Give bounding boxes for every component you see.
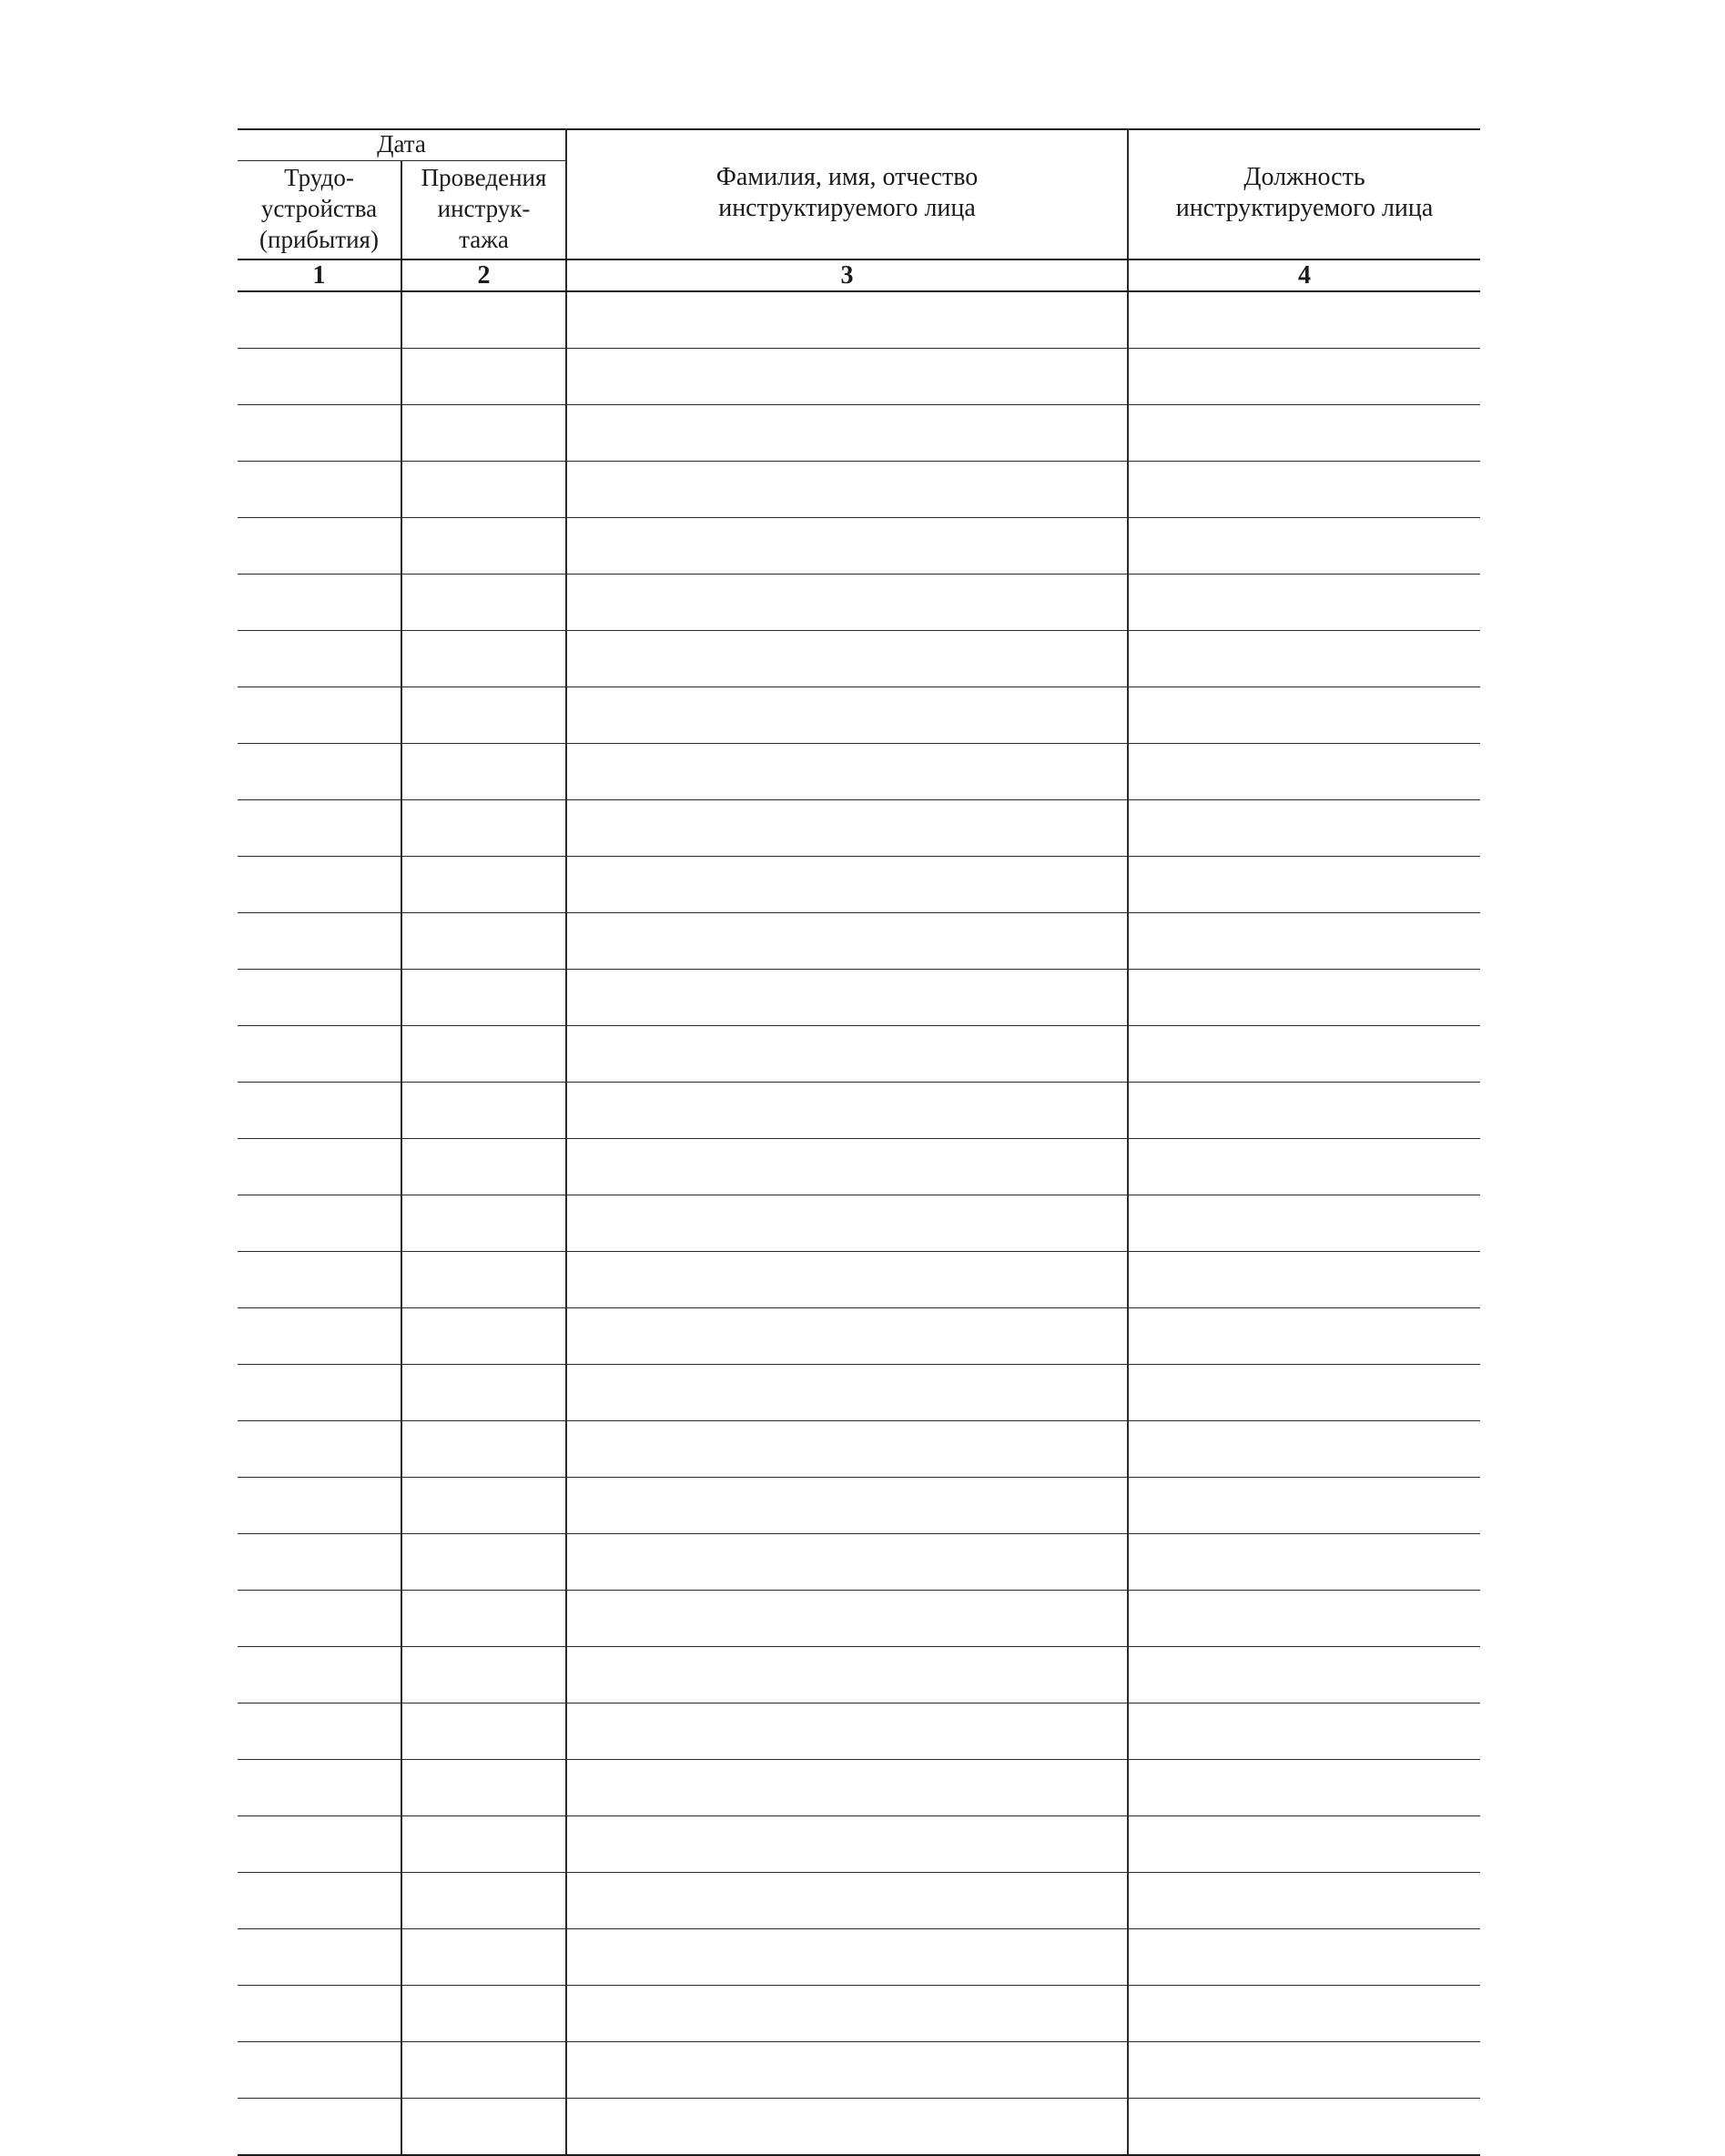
- employment-date-cell[interactable]: [238, 1308, 401, 1365]
- full-name-header-line: инструктируемого лица: [718, 194, 976, 222]
- instruction-date-cell[interactable]: [401, 1929, 566, 1986]
- date-group-header: Дата: [238, 129, 566, 161]
- employment-date-cell[interactable]: [238, 857, 401, 913]
- position-cell[interactable]: [1128, 687, 1480, 744]
- instruction-date-cell[interactable]: [401, 1591, 566, 1647]
- employment-date-cell[interactable]: [238, 913, 401, 970]
- full-name-cell[interactable]: [566, 857, 1128, 913]
- table-row: [238, 518, 1480, 575]
- instruction-date-cell[interactable]: [401, 291, 566, 349]
- table-row: [238, 800, 1480, 857]
- position-cell[interactable]: [1128, 1929, 1480, 1986]
- employment-date-cell[interactable]: [238, 800, 401, 857]
- table-row: [238, 1986, 1480, 2042]
- position-cell[interactable]: [1128, 1478, 1480, 1534]
- employment-date-cell[interactable]: [238, 744, 401, 800]
- position-cell[interactable]: [1128, 2042, 1480, 2099]
- position-cell[interactable]: [1128, 1365, 1480, 1421]
- instruction-date-cell[interactable]: [401, 744, 566, 800]
- table-row: [238, 1816, 1480, 1873]
- employment-date-cell[interactable]: [238, 687, 401, 744]
- position-cell[interactable]: [1128, 631, 1480, 687]
- full-name-cell[interactable]: [566, 291, 1128, 349]
- table-row: [238, 1647, 1480, 1703]
- table-row: [238, 1873, 1480, 1929]
- instruction-date-cell[interactable]: [401, 1873, 566, 1929]
- employment-date-cell[interactable]: [238, 2042, 401, 2099]
- table-row: [238, 2099, 1480, 2156]
- instruction-date-cell[interactable]: [401, 462, 566, 518]
- position-cell[interactable]: [1128, 1421, 1480, 1478]
- full-name-cell[interactable]: [566, 1647, 1128, 1703]
- employment-date-cell[interactable]: [238, 1534, 401, 1591]
- employment-date-cell[interactable]: [238, 1647, 401, 1703]
- position-cell[interactable]: [1128, 1647, 1480, 1703]
- instruction-date-cell[interactable]: [401, 2042, 566, 2099]
- employment-date-cell[interactable]: [238, 1816, 401, 1873]
- header-row-top: [238, 129, 1480, 161]
- instruction-date-cell[interactable]: [401, 913, 566, 970]
- employment-date-cell[interactable]: [238, 1703, 401, 1760]
- table-row: [238, 1308, 1480, 1365]
- full-name-cell[interactable]: [566, 1252, 1128, 1308]
- position-cell[interactable]: [1128, 1534, 1480, 1591]
- employment-date-cell[interactable]: [238, 349, 401, 405]
- journal-body: [238, 291, 1480, 2155]
- instruction-date-cell[interactable]: [401, 1421, 566, 1478]
- table-row: [238, 631, 1480, 687]
- instruction-date-cell[interactable]: [401, 1252, 566, 1308]
- instruction-date-cell[interactable]: [401, 1308, 566, 1365]
- employment-date-cell[interactable]: [238, 1929, 401, 1986]
- position-cell[interactable]: [1128, 1195, 1480, 1252]
- position-cell[interactable]: [1128, 1703, 1480, 1760]
- instruction-date-cell[interactable]: [401, 2099, 566, 2156]
- instruction-date-cell[interactable]: [401, 1534, 566, 1591]
- table-row: [238, 1478, 1480, 1534]
- position-cell[interactable]: [1128, 2099, 1480, 2156]
- full-name-cell[interactable]: [566, 2099, 1128, 2156]
- position-cell[interactable]: [1128, 913, 1480, 970]
- column-number: 4: [1128, 259, 1480, 291]
- employment-date-cell[interactable]: [238, 631, 401, 687]
- employment-date-cell[interactable]: [238, 970, 401, 1026]
- full-name-cell[interactable]: [566, 405, 1128, 462]
- full-name-cell[interactable]: [566, 1421, 1128, 1478]
- column-number: 1: [238, 259, 401, 291]
- employment-date-cell[interactable]: [238, 1139, 401, 1195]
- employment-date-cell[interactable]: [238, 1195, 401, 1252]
- instruction-date-cell[interactable]: [401, 1986, 566, 2042]
- table-row: [238, 857, 1480, 913]
- full-name-cell[interactable]: [566, 1873, 1128, 1929]
- full-name-cell[interactable]: [566, 1816, 1128, 1873]
- position-cell[interactable]: [1128, 1139, 1480, 1195]
- table-row: [238, 1365, 1480, 1421]
- instruction-date-cell[interactable]: [401, 970, 566, 1026]
- position-cell[interactable]: [1128, 349, 1480, 405]
- full-name-cell[interactable]: [566, 631, 1128, 687]
- position-cell[interactable]: [1128, 744, 1480, 800]
- employment-date-cell[interactable]: [238, 1252, 401, 1308]
- position-cell[interactable]: [1128, 970, 1480, 1026]
- position-cell[interactable]: [1128, 1308, 1480, 1365]
- instruction-date-cell[interactable]: [401, 857, 566, 913]
- table-row: [238, 405, 1480, 462]
- instruction-date-cell[interactable]: [401, 1026, 566, 1083]
- position-cell[interactable]: [1128, 800, 1480, 857]
- table-row: [238, 1026, 1480, 1083]
- employment-date-cell[interactable]: [238, 291, 401, 349]
- table-row: [238, 575, 1480, 631]
- table-row: [238, 1703, 1480, 1760]
- table-row: [238, 1252, 1480, 1308]
- table-row: [238, 687, 1480, 744]
- position-cell[interactable]: [1128, 575, 1480, 631]
- position-cell[interactable]: [1128, 1816, 1480, 1873]
- table-row: [238, 1591, 1480, 1647]
- position-cell[interactable]: [1128, 1252, 1480, 1308]
- position-header-line: Должность: [1243, 163, 1365, 191]
- full-name-cell[interactable]: [566, 1703, 1128, 1760]
- instruction-date-cell[interactable]: [401, 1365, 566, 1421]
- employment-date-cell[interactable]: [238, 405, 401, 462]
- instruction-journal-table: [238, 128, 1480, 2156]
- full-name-cell[interactable]: [566, 1139, 1128, 1195]
- full-name-cell[interactable]: [566, 913, 1128, 970]
- table-row: [238, 913, 1480, 970]
- instruction-date-cell[interactable]: [401, 800, 566, 857]
- employment-date-header: [238, 161, 401, 260]
- employment-date-cell[interactable]: [238, 1421, 401, 1478]
- instruction-date-cell[interactable]: [401, 687, 566, 744]
- full-name-cell[interactable]: [566, 1591, 1128, 1647]
- instruction-date-cell[interactable]: [401, 518, 566, 575]
- full-name-cell[interactable]: [566, 1478, 1128, 1534]
- full-name-header-line: Фамилия, имя, отчество: [715, 163, 979, 191]
- instruction-date-cell[interactable]: [401, 349, 566, 405]
- full-name-cell[interactable]: [566, 462, 1128, 518]
- table-row: [238, 1929, 1480, 1986]
- position-cell[interactable]: [1128, 1026, 1480, 1083]
- full-name-cell[interactable]: [566, 1365, 1128, 1421]
- full-name-cell[interactable]: [566, 518, 1128, 575]
- table-row: [238, 349, 1480, 405]
- employment-date-cell[interactable]: [238, 1026, 401, 1083]
- full-name-cell[interactable]: [566, 1986, 1128, 2042]
- instruction-date-cell[interactable]: [401, 575, 566, 631]
- full-name-cell[interactable]: [566, 1195, 1128, 1252]
- instruction-date-cell[interactable]: [401, 1647, 566, 1703]
- full-name-cell[interactable]: [566, 2042, 1128, 2099]
- full-name-cell[interactable]: [566, 1534, 1128, 1591]
- instruction-date-cell[interactable]: [401, 1139, 566, 1195]
- position-cell[interactable]: [1128, 405, 1480, 462]
- instruction-date-cell[interactable]: [401, 1195, 566, 1252]
- full-name-cell[interactable]: [566, 1308, 1128, 1365]
- column-number: 3: [566, 259, 1128, 291]
- instruction-date-cell[interactable]: [401, 1083, 566, 1139]
- employment-date-cell[interactable]: [238, 2099, 401, 2156]
- position-header-line: инструктируемого лица: [1175, 194, 1434, 222]
- instruction-date-cell[interactable]: [401, 631, 566, 687]
- instruction-date-header: [401, 161, 566, 260]
- instruction-date-header-line: инструк-: [437, 195, 531, 222]
- column-number: 2: [401, 259, 566, 291]
- full-name-cell[interactable]: [566, 1760, 1128, 1816]
- full-name-header: [566, 129, 1128, 259]
- position-header: [1128, 129, 1480, 259]
- position-cell[interactable]: [1128, 1986, 1480, 2042]
- table-row: [238, 1534, 1480, 1591]
- employment-date-cell[interactable]: [238, 462, 401, 518]
- full-name-cell[interactable]: [566, 1929, 1128, 1986]
- instruction-date-cell[interactable]: [401, 1478, 566, 1534]
- position-cell[interactable]: [1128, 1083, 1480, 1139]
- employment-date-cell[interactable]: [238, 1591, 401, 1647]
- employment-date-cell[interactable]: [238, 1873, 401, 1929]
- full-name-cell[interactable]: [566, 970, 1128, 1026]
- employment-date-header-line: (прибытия): [259, 226, 379, 253]
- full-name-cell[interactable]: [566, 349, 1128, 405]
- employment-date-header-line: Трудо-: [284, 164, 354, 191]
- position-cell[interactable]: [1128, 518, 1480, 575]
- table-row: [238, 1760, 1480, 1816]
- instruction-date-header-line: Проведения: [421, 164, 547, 191]
- column-numbers-row: [238, 259, 1480, 291]
- employment-date-cell[interactable]: [238, 1760, 401, 1816]
- instruction-date-cell[interactable]: [401, 1703, 566, 1760]
- table-row: [238, 2042, 1480, 2099]
- table-row: [238, 1195, 1480, 1252]
- employment-date-cell[interactable]: [238, 1986, 401, 2042]
- table-row: [238, 291, 1480, 349]
- instruction-date-cell[interactable]: [401, 1816, 566, 1873]
- employment-date-cell[interactable]: [238, 575, 401, 631]
- instruction-date-cell[interactable]: [401, 1760, 566, 1816]
- full-name-cell[interactable]: [566, 575, 1128, 631]
- table-row: [238, 744, 1480, 800]
- instruction-date-cell[interactable]: [401, 405, 566, 462]
- employment-date-cell[interactable]: [238, 1365, 401, 1421]
- employment-date-cell[interactable]: [238, 518, 401, 575]
- table-row: [238, 1139, 1480, 1195]
- position-cell[interactable]: [1128, 1591, 1480, 1647]
- full-name-cell[interactable]: [566, 800, 1128, 857]
- position-cell[interactable]: [1128, 1873, 1480, 1929]
- instruction-date-header-line: тажа: [459, 226, 509, 253]
- position-cell[interactable]: [1128, 462, 1480, 518]
- full-name-cell[interactable]: [566, 1083, 1128, 1139]
- table-row: [238, 462, 1480, 518]
- position-cell[interactable]: [1128, 291, 1480, 349]
- table-row: [238, 1083, 1480, 1139]
- table-row: [238, 970, 1480, 1026]
- full-name-cell[interactable]: [566, 1026, 1128, 1083]
- position-cell[interactable]: [1128, 857, 1480, 913]
- employment-date-cell[interactable]: [238, 1083, 401, 1139]
- employment-date-cell[interactable]: [238, 1478, 401, 1534]
- table-row: [238, 1421, 1480, 1478]
- position-cell[interactable]: [1128, 1760, 1480, 1816]
- full-name-cell[interactable]: [566, 744, 1128, 800]
- full-name-cell[interactable]: [566, 687, 1128, 744]
- employment-date-header-line: устройства: [260, 195, 378, 222]
